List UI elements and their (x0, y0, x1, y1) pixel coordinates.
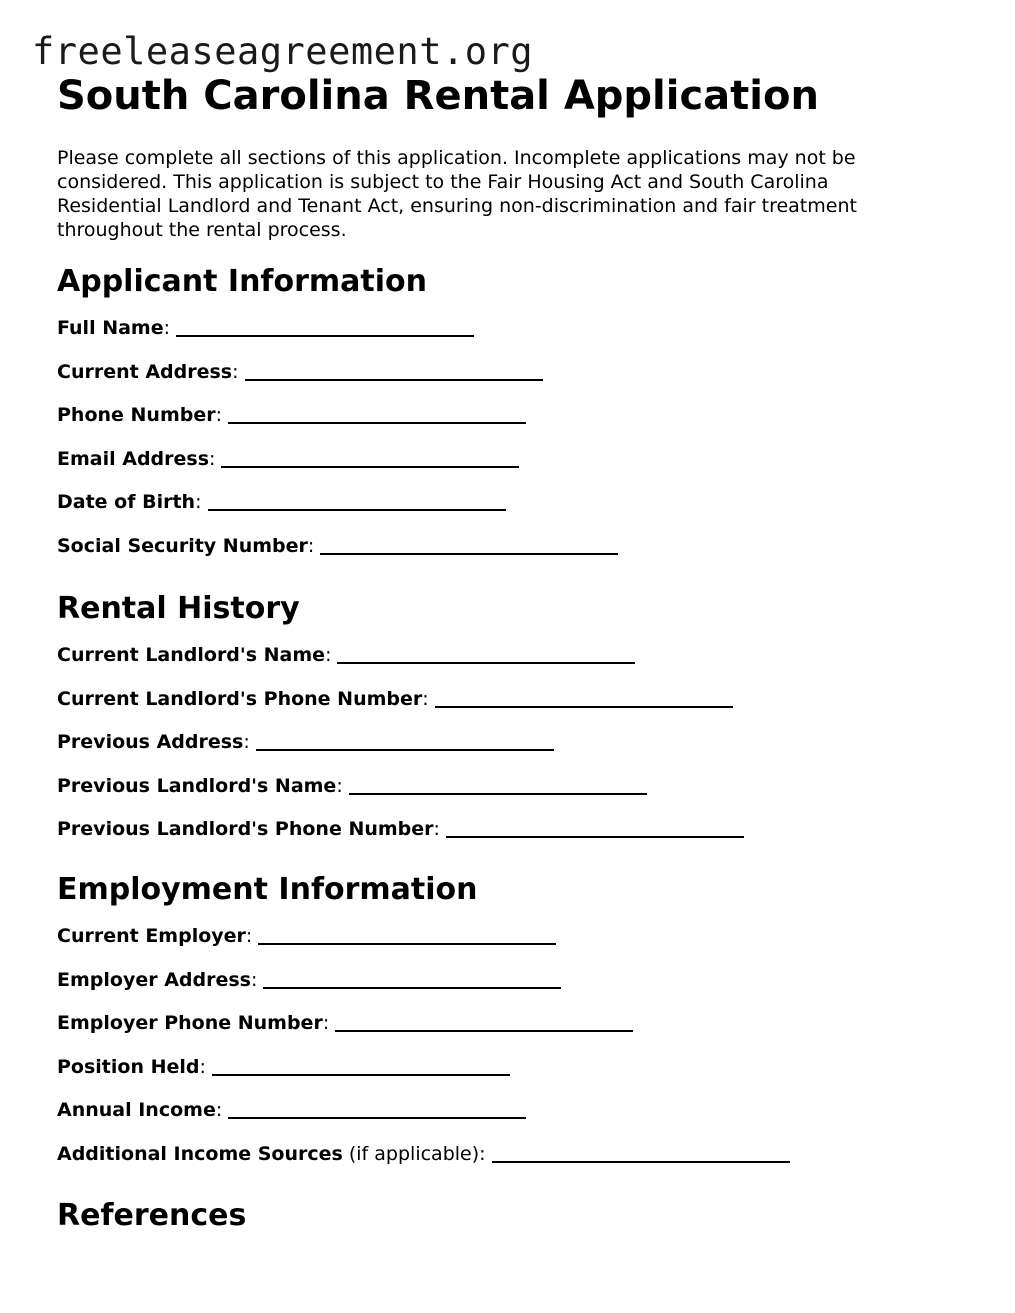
field-colon: : (245, 925, 253, 947)
fill-in-line[interactable] (435, 688, 733, 708)
field-colon: : (250, 968, 258, 991)
form-field (57, 772, 957, 816)
field-colon: : (422, 687, 429, 710)
form-field (57, 966, 957, 1010)
section-heading: Employment Information (57, 872, 478, 907)
field-label: Current Landlord's Name (57, 644, 326, 666)
fill-in-line[interactable] (256, 731, 554, 751)
form-field (57, 445, 957, 489)
fill-in-line[interactable] (176, 317, 474, 337)
field-colon: : (433, 818, 440, 841)
field-colon: : (215, 404, 223, 427)
field-colon: : (199, 1055, 206, 1078)
form-field (57, 1096, 957, 1140)
fill-in-line[interactable] (228, 404, 526, 424)
section-heading: Rental History (57, 591, 300, 626)
field-colon: : (336, 774, 343, 797)
field-label: Social Security Number (57, 534, 308, 557)
field-label: Current Landlord's Phone Number (57, 687, 423, 710)
field-list (57, 922, 957, 1184)
section-heading: Applicant Information (57, 264, 427, 299)
employment-information-section (57, 872, 957, 1184)
form-field (57, 728, 957, 772)
form-field (57, 532, 957, 576)
field-colon: : (232, 360, 239, 383)
form-field (57, 1053, 957, 1097)
field-label: Employer Address (57, 968, 251, 991)
form-field (57, 685, 957, 729)
references-section (57, 1198, 957, 1234)
field-colon: : (215, 1099, 223, 1122)
intro-paragraph: Please complete all sections of this application. Incomplete applications may not be considered. This application is subject to the Fair Housing Act and South Carolina Residential Landlord and Tenant Act, ensuring non-discrimination and fair treatment throughout the rental process. (57, 147, 857, 241)
field-colon: : (322, 1012, 330, 1035)
field-colon: : (209, 447, 216, 470)
fill-in-line[interactable] (212, 1056, 510, 1076)
field-label: Full Name (57, 317, 164, 339)
form-field (57, 358, 957, 402)
watermark: freeleaseagreement.org (32, 30, 534, 73)
field-colon: : (325, 644, 332, 666)
form-field (57, 401, 957, 445)
field-label: Date of Birth (57, 491, 196, 514)
field-note: (if applicable) (348, 1142, 480, 1165)
form-field (57, 1009, 957, 1053)
field-label: Previous Address (57, 731, 244, 754)
field-label: Current Employer (57, 925, 246, 947)
fill-in-line[interactable] (320, 535, 618, 555)
field-colon: : (479, 1142, 486, 1165)
field-list (57, 314, 957, 576)
applicant-information-section (57, 264, 957, 576)
field-label: Employer Phone Number (57, 1012, 323, 1035)
form-field (57, 488, 957, 532)
fill-in-line[interactable] (245, 361, 543, 381)
form-field (57, 314, 957, 358)
fill-in-line[interactable] (335, 1012, 633, 1032)
section-heading: References (57, 1198, 247, 1233)
field-label: Previous Landlord's Phone Number (57, 818, 434, 841)
fill-in-line[interactable] (263, 969, 561, 989)
form-field (57, 922, 957, 966)
form-field (57, 815, 957, 859)
fill-in-line[interactable] (337, 644, 635, 664)
fill-in-line[interactable] (208, 491, 506, 511)
field-list (57, 641, 957, 859)
field-colon: : (307, 534, 315, 557)
field-colon: : (163, 317, 171, 339)
document-title: South Carolina Rental Application (57, 73, 819, 119)
fill-in-line[interactable] (446, 818, 744, 838)
field-colon: : (195, 491, 202, 514)
rental-history-section (57, 591, 957, 859)
field-label: Email Address (57, 447, 210, 470)
fill-in-line[interactable] (492, 1143, 790, 1163)
field-colon: : (243, 731, 250, 754)
form-field (57, 1140, 957, 1184)
fill-in-line[interactable] (258, 925, 556, 945)
field-label: Annual Income (57, 1099, 216, 1122)
form-field (57, 641, 957, 685)
fill-in-line[interactable] (228, 1099, 526, 1119)
fill-in-line[interactable] (221, 448, 519, 468)
field-label: Phone Number (57, 404, 216, 427)
field-label: Position Held (57, 1055, 200, 1078)
fill-in-line[interactable] (349, 775, 647, 795)
field-label: Current Address (57, 360, 233, 383)
field-label: Additional Income Sources (57, 1142, 343, 1165)
field-label: Previous Landlord's Name (57, 774, 337, 797)
